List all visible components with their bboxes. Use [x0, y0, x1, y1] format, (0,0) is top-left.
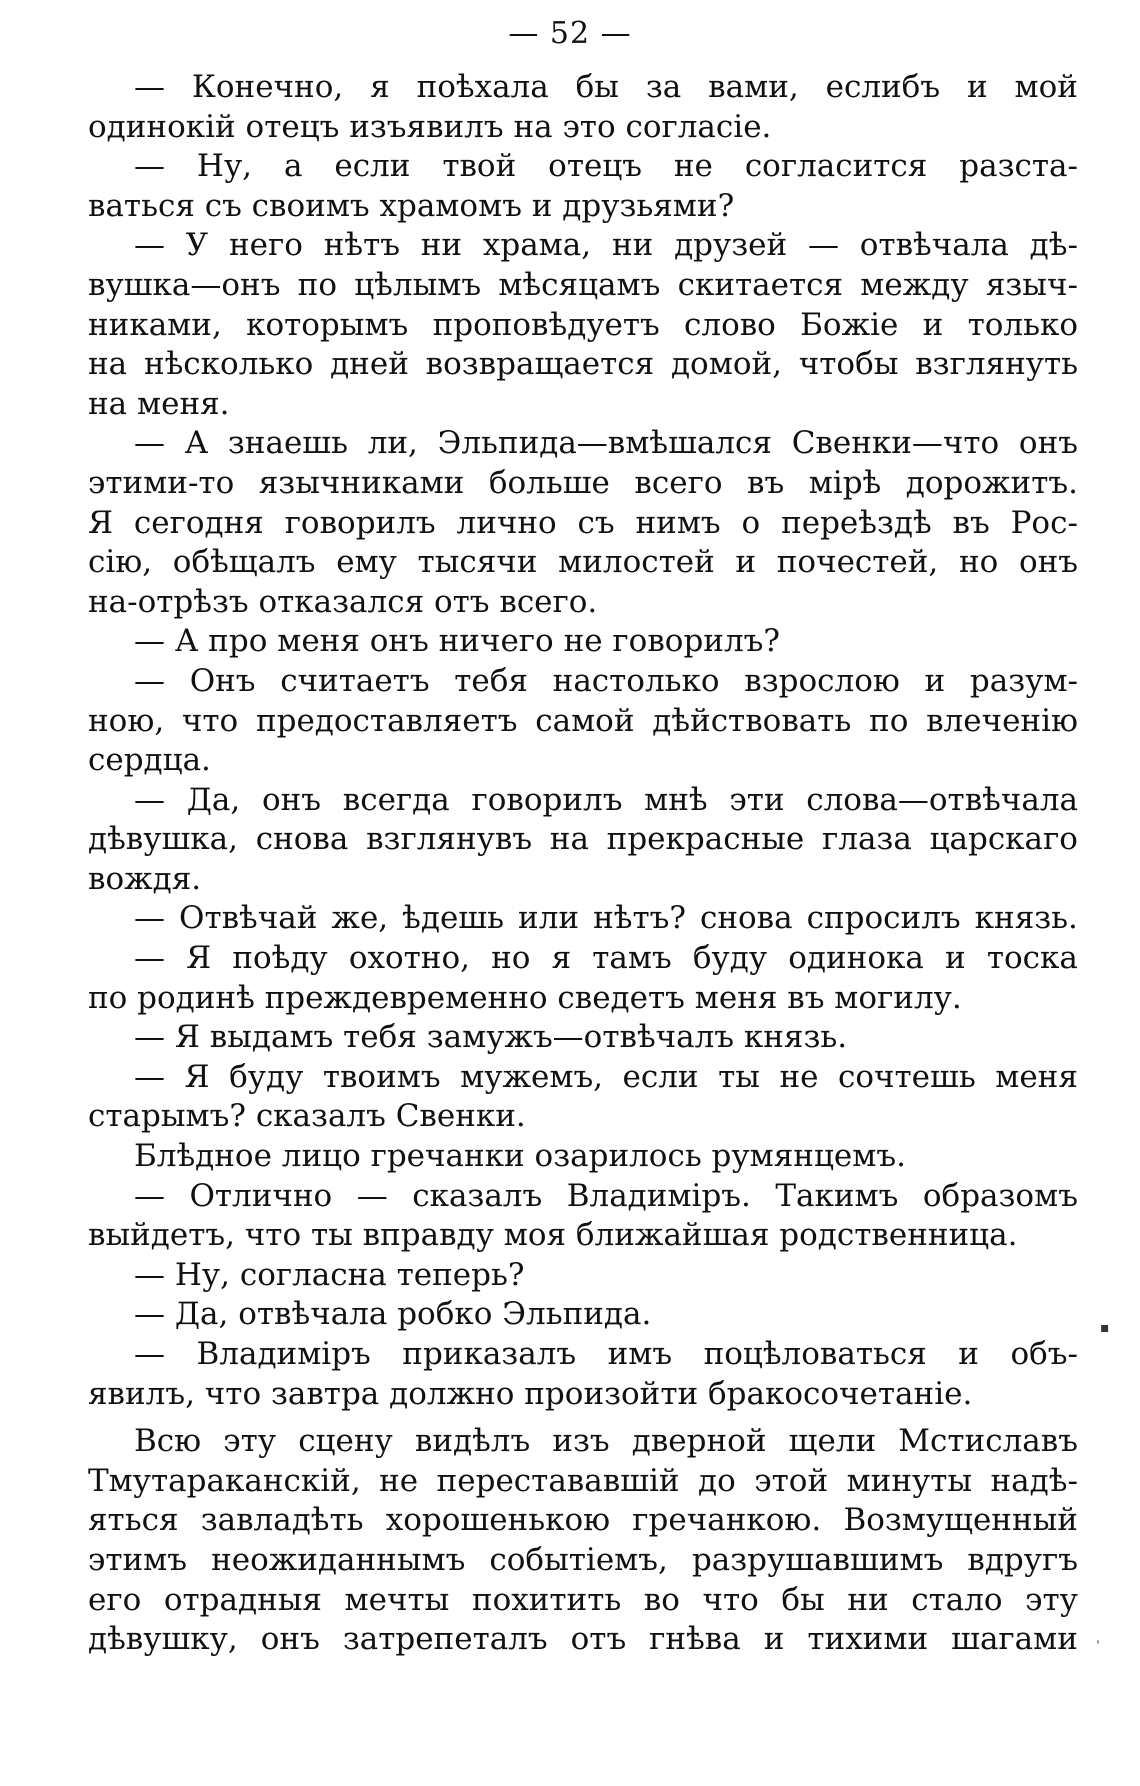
- word: согласится: [744, 148, 928, 185]
- text-line: [88, 266, 1078, 306]
- text-line: сердца.: [88, 742, 211, 779]
- word: Я: [184, 1058, 210, 1095]
- word: —: [134, 69, 165, 105]
- word: мечты: [344, 1581, 450, 1618]
- word: не: [673, 148, 713, 185]
- word: больше: [488, 464, 610, 501]
- word: въ: [747, 464, 785, 501]
- word: разста-: [959, 148, 1078, 185]
- word: прекрасные: [606, 821, 805, 858]
- word: ты: [718, 1058, 760, 1095]
- word: и: [945, 940, 966, 977]
- word: возвращается: [425, 346, 655, 383]
- word: слово: [684, 306, 776, 343]
- text-line: выйдетъ, что ты вправду моя ближайшая родственница.: [88, 1217, 1018, 1254]
- word: обѣщалъ: [172, 544, 316, 581]
- word: меня: [995, 1058, 1078, 1095]
- word: отъ: [570, 1621, 627, 1658]
- text-line: старымъ? сказалъ Свенки.: [88, 1098, 526, 1135]
- word: —: [134, 1058, 165, 1095]
- word: слова—отвѣчала: [806, 781, 1078, 818]
- word: домой,: [670, 346, 782, 383]
- word: до: [698, 1462, 736, 1499]
- word: щели: [788, 1423, 877, 1460]
- word: бы: [781, 1581, 825, 1618]
- word: говорилъ: [284, 504, 436, 541]
- word: считаетъ: [280, 662, 430, 699]
- word: мірѣ: [808, 464, 882, 501]
- word: что: [702, 1581, 759, 1618]
- word: тоска: [986, 940, 1078, 977]
- text-line: [88, 820, 1078, 860]
- word: этой: [754, 1462, 829, 1499]
- word: буду: [692, 940, 768, 977]
- word: а: [283, 148, 303, 185]
- word: Свенки—что: [791, 425, 1000, 462]
- word: Я: [88, 504, 114, 541]
- word: —: [356, 1177, 388, 1214]
- page-number: — 52 —: [508, 16, 632, 51]
- word: всегда: [342, 781, 450, 818]
- word: ни: [847, 1581, 889, 1618]
- word: завладѣть: [200, 1502, 364, 1539]
- page-text: [88, 68, 1078, 1660]
- word: поцѣловаться: [703, 1336, 927, 1372]
- word: нѣсколько: [143, 346, 314, 383]
- word: Да,: [186, 781, 241, 818]
- word: тихими: [807, 1621, 929, 1658]
- text-line: вождя.: [88, 860, 202, 897]
- word: стало: [911, 1581, 1003, 1618]
- word: по: [297, 266, 337, 303]
- word: перестававшій: [436, 1462, 680, 1499]
- word: разум-: [969, 662, 1078, 699]
- text-line: на-отрѣзъ отказался отъ всего.: [88, 583, 598, 620]
- word: проповѣдуетъ: [432, 306, 660, 343]
- word: между: [860, 266, 969, 303]
- word: языч-: [985, 266, 1078, 303]
- word: Возмущенный: [843, 1502, 1078, 1539]
- word: взглянуть: [915, 346, 1078, 383]
- print-speck: ˈ: [1096, 1639, 1100, 1655]
- word: что: [181, 702, 239, 739]
- word: Рос-: [1010, 504, 1078, 541]
- word: за: [645, 69, 682, 105]
- word: ѣдешь: [402, 900, 504, 937]
- word: мой: [1014, 69, 1078, 105]
- word: одинока: [788, 940, 924, 977]
- text-line: [88, 1501, 1078, 1541]
- word: Отвѣчай: [179, 900, 318, 937]
- text-line: [88, 939, 1078, 979]
- text-line: [88, 662, 1078, 702]
- word: только: [967, 306, 1078, 343]
- word: ни: [611, 227, 654, 264]
- word: храма,: [482, 227, 592, 264]
- word: если: [622, 1058, 699, 1095]
- word: князь.: [974, 900, 1078, 937]
- word: событіемъ,: [489, 1541, 668, 1578]
- text-line: явилъ, что завтра должно произойти бракосочетаніе.: [88, 1375, 973, 1412]
- word: —: [134, 227, 165, 264]
- word: спросилъ: [806, 900, 961, 937]
- word: бы: [575, 69, 619, 105]
- word: охотно,: [348, 940, 470, 977]
- word: самой: [535, 702, 635, 739]
- text-line: — Я выдамъ тебя замужъ—отвѣчалъ князь.: [134, 1019, 848, 1056]
- word: но: [491, 940, 531, 977]
- word: вдругъ: [967, 1541, 1078, 1578]
- word: которымъ: [246, 306, 409, 343]
- text-line: [88, 68, 1078, 108]
- word: отвѣчала: [859, 227, 1009, 264]
- text-line: на меня.: [88, 385, 230, 422]
- word: всего: [634, 464, 723, 501]
- word: разрушавшимъ: [691, 1541, 944, 1578]
- text-line: [88, 226, 1078, 266]
- word: скитается: [677, 266, 844, 303]
- word: Всю: [134, 1423, 202, 1460]
- word: него: [229, 227, 303, 264]
- word: —: [134, 1177, 165, 1214]
- word: этимъ: [88, 1541, 188, 1578]
- word: Владиміръ.: [566, 1177, 751, 1214]
- word: язычниками: [258, 464, 465, 501]
- text-line: — А про меня онъ ничего не говорилъ?: [134, 623, 780, 660]
- word: Я: [186, 940, 212, 977]
- word: снова: [255, 821, 349, 858]
- text-line: [88, 1620, 1078, 1660]
- text-line: [88, 147, 1078, 187]
- print-speck: ▪: [1100, 1320, 1110, 1336]
- word: влеченію: [926, 702, 1078, 739]
- text-line: [88, 1335, 1078, 1375]
- word: говорилъ: [471, 781, 623, 818]
- word: глаза: [822, 821, 912, 858]
- word: и: [924, 662, 946, 699]
- word: если: [334, 148, 411, 185]
- word: ему: [336, 544, 397, 581]
- word: шагами: [951, 1621, 1078, 1658]
- word: затрепеталъ: [342, 1621, 548, 1658]
- word: минуты: [846, 1462, 973, 1499]
- word: съ: [577, 504, 615, 541]
- text-line: [88, 424, 1078, 464]
- word: эту: [223, 1423, 277, 1460]
- word: твой: [442, 148, 517, 185]
- word: лично: [456, 504, 557, 541]
- word: хорошенькою: [385, 1502, 611, 1539]
- word: нѣтъ?: [593, 900, 686, 937]
- word: У: [185, 227, 209, 264]
- word: на: [88, 346, 128, 383]
- text-line: [88, 781, 1078, 821]
- word: Владиміръ: [196, 1336, 371, 1372]
- word: нѣтъ: [323, 227, 400, 264]
- word: тамъ: [592, 940, 672, 977]
- word: во: [643, 1581, 680, 1618]
- word: снова: [699, 900, 793, 937]
- word: и: [735, 544, 757, 581]
- word: Мстиславъ: [898, 1423, 1078, 1460]
- word: дѣвушку,: [88, 1621, 238, 1658]
- word: эти: [729, 781, 785, 818]
- word: или: [518, 900, 580, 937]
- word: Онъ: [189, 662, 256, 699]
- word: сочтешь: [837, 1058, 976, 1095]
- text-line: одинокій отецъ изъявилъ на это согласіе.: [88, 108, 772, 145]
- word: буду: [229, 1058, 304, 1095]
- word: объ-: [1010, 1336, 1078, 1372]
- word: еслибъ: [825, 69, 941, 105]
- word: —: [134, 148, 165, 185]
- word: твоимъ: [322, 1058, 441, 1095]
- word: —: [134, 940, 165, 977]
- word: —: [134, 425, 165, 462]
- word: —: [807, 227, 839, 264]
- word: никами,: [88, 306, 222, 343]
- word: имъ: [607, 1336, 673, 1372]
- text-line: [88, 899, 1078, 939]
- word: гнѣва: [649, 1621, 741, 1658]
- word: надѣ-: [990, 1462, 1078, 1499]
- word: предоставляетъ: [255, 702, 518, 739]
- text-line: [88, 543, 1078, 583]
- word: нимъ: [635, 504, 721, 541]
- word: сцену: [298, 1423, 393, 1460]
- text-line: Блѣдное лицо гречанки озарилось румянцемъ.: [134, 1138, 906, 1175]
- word: похитить: [471, 1581, 622, 1618]
- word: ни: [420, 227, 463, 264]
- word: мѣсяцамъ: [498, 266, 661, 303]
- word: взглянувъ: [366, 821, 533, 858]
- word: видѣлъ: [414, 1423, 531, 1460]
- word: онъ: [1018, 425, 1078, 462]
- word: сказалъ: [412, 1177, 543, 1214]
- text-line: [88, 1581, 1078, 1621]
- word: —: [134, 900, 165, 937]
- text-line: [88, 464, 1078, 504]
- word: —: [134, 781, 165, 818]
- word: вушка—онъ: [88, 266, 281, 303]
- word: тысячи: [417, 544, 538, 581]
- word: поѣду: [232, 940, 328, 977]
- text-line: [88, 1177, 1078, 1217]
- word: на: [549, 821, 589, 858]
- word: —: [134, 1336, 165, 1372]
- word: я: [551, 940, 572, 977]
- word: по: [869, 702, 909, 739]
- word: настолько: [552, 662, 720, 699]
- word: онъ: [260, 1621, 320, 1658]
- word: въ: [952, 504, 990, 541]
- word: тебя: [454, 662, 528, 699]
- text-line: [88, 702, 1078, 742]
- word: дней: [330, 346, 409, 383]
- text-line: [88, 1541, 1078, 1581]
- word: дверной: [631, 1423, 767, 1460]
- word: не: [379, 1462, 419, 1499]
- word: цѣлымъ: [354, 266, 482, 303]
- word: но: [958, 544, 999, 581]
- word: друзей: [674, 227, 788, 264]
- word: Тмутараканскій,: [88, 1462, 361, 1499]
- word: ли,: [367, 425, 418, 462]
- word: гречанкою.: [632, 1502, 822, 1539]
- text-line: ваться съ своимъ храмомъ и друзьями?: [88, 187, 735, 224]
- word: поѣхала: [416, 69, 549, 105]
- word: Конечно,: [191, 69, 344, 105]
- word: о: [741, 504, 761, 541]
- word: чтобы: [798, 346, 899, 383]
- word: Божіе: [800, 306, 899, 343]
- word: его: [88, 1581, 142, 1618]
- word: переѣздѣ: [781, 504, 932, 541]
- text-line: [88, 504, 1078, 544]
- word: же,: [331, 900, 389, 937]
- word: изъ: [552, 1423, 610, 1460]
- word: А: [184, 425, 209, 462]
- text-line: [88, 345, 1078, 385]
- word: неожиданнымъ: [211, 1541, 466, 1578]
- text-line: [88, 1462, 1078, 1502]
- word: я: [370, 69, 390, 105]
- text-line: [88, 306, 1078, 346]
- text-line: по родинѣ преждевременно сведетъ меня въ могилу.: [88, 979, 962, 1016]
- word: царскаго: [929, 821, 1078, 858]
- text-line: [88, 1422, 1078, 1462]
- word: Такимъ: [775, 1177, 899, 1214]
- word: почестей,: [776, 544, 939, 581]
- word: этими-то: [88, 464, 235, 501]
- word: эту: [1025, 1581, 1078, 1618]
- word: и: [958, 1336, 979, 1372]
- word: дѣ-: [1029, 227, 1078, 264]
- word: милостей: [558, 544, 715, 581]
- word: мужемъ,: [460, 1058, 604, 1095]
- word: яться: [88, 1502, 179, 1539]
- word: приказалъ: [402, 1336, 577, 1372]
- word: дорожитъ.: [905, 464, 1078, 501]
- word: ною,: [88, 702, 165, 739]
- word: дѣйствовать: [652, 702, 852, 739]
- word: сегодня: [133, 504, 264, 541]
- word: сію,: [88, 544, 153, 581]
- word: онъ: [261, 781, 322, 818]
- word: Ну,: [196, 148, 253, 185]
- word: отрадныя: [163, 1581, 322, 1618]
- word: взрослою: [744, 662, 900, 699]
- word: образомъ: [922, 1177, 1078, 1214]
- word: отецъ: [548, 148, 642, 185]
- word: и: [966, 69, 988, 105]
- text-line: — Да, отвѣчала робко Эльпида.: [134, 1296, 652, 1333]
- word: и: [763, 1621, 785, 1658]
- word: дѣвушка,: [88, 821, 239, 858]
- word: онъ: [1018, 544, 1078, 581]
- word: не: [779, 1058, 819, 1095]
- word: Отлично: [189, 1177, 333, 1214]
- text-line: — Ну, согласна теперь?: [134, 1256, 525, 1293]
- word: и: [922, 306, 944, 343]
- word: —: [134, 662, 165, 699]
- word: Эльпида—вмѣшался: [437, 425, 772, 462]
- word: мнѣ: [644, 781, 708, 818]
- word: вами,: [708, 69, 799, 105]
- text-line: [88, 1058, 1078, 1098]
- word: знаешь: [227, 425, 348, 462]
